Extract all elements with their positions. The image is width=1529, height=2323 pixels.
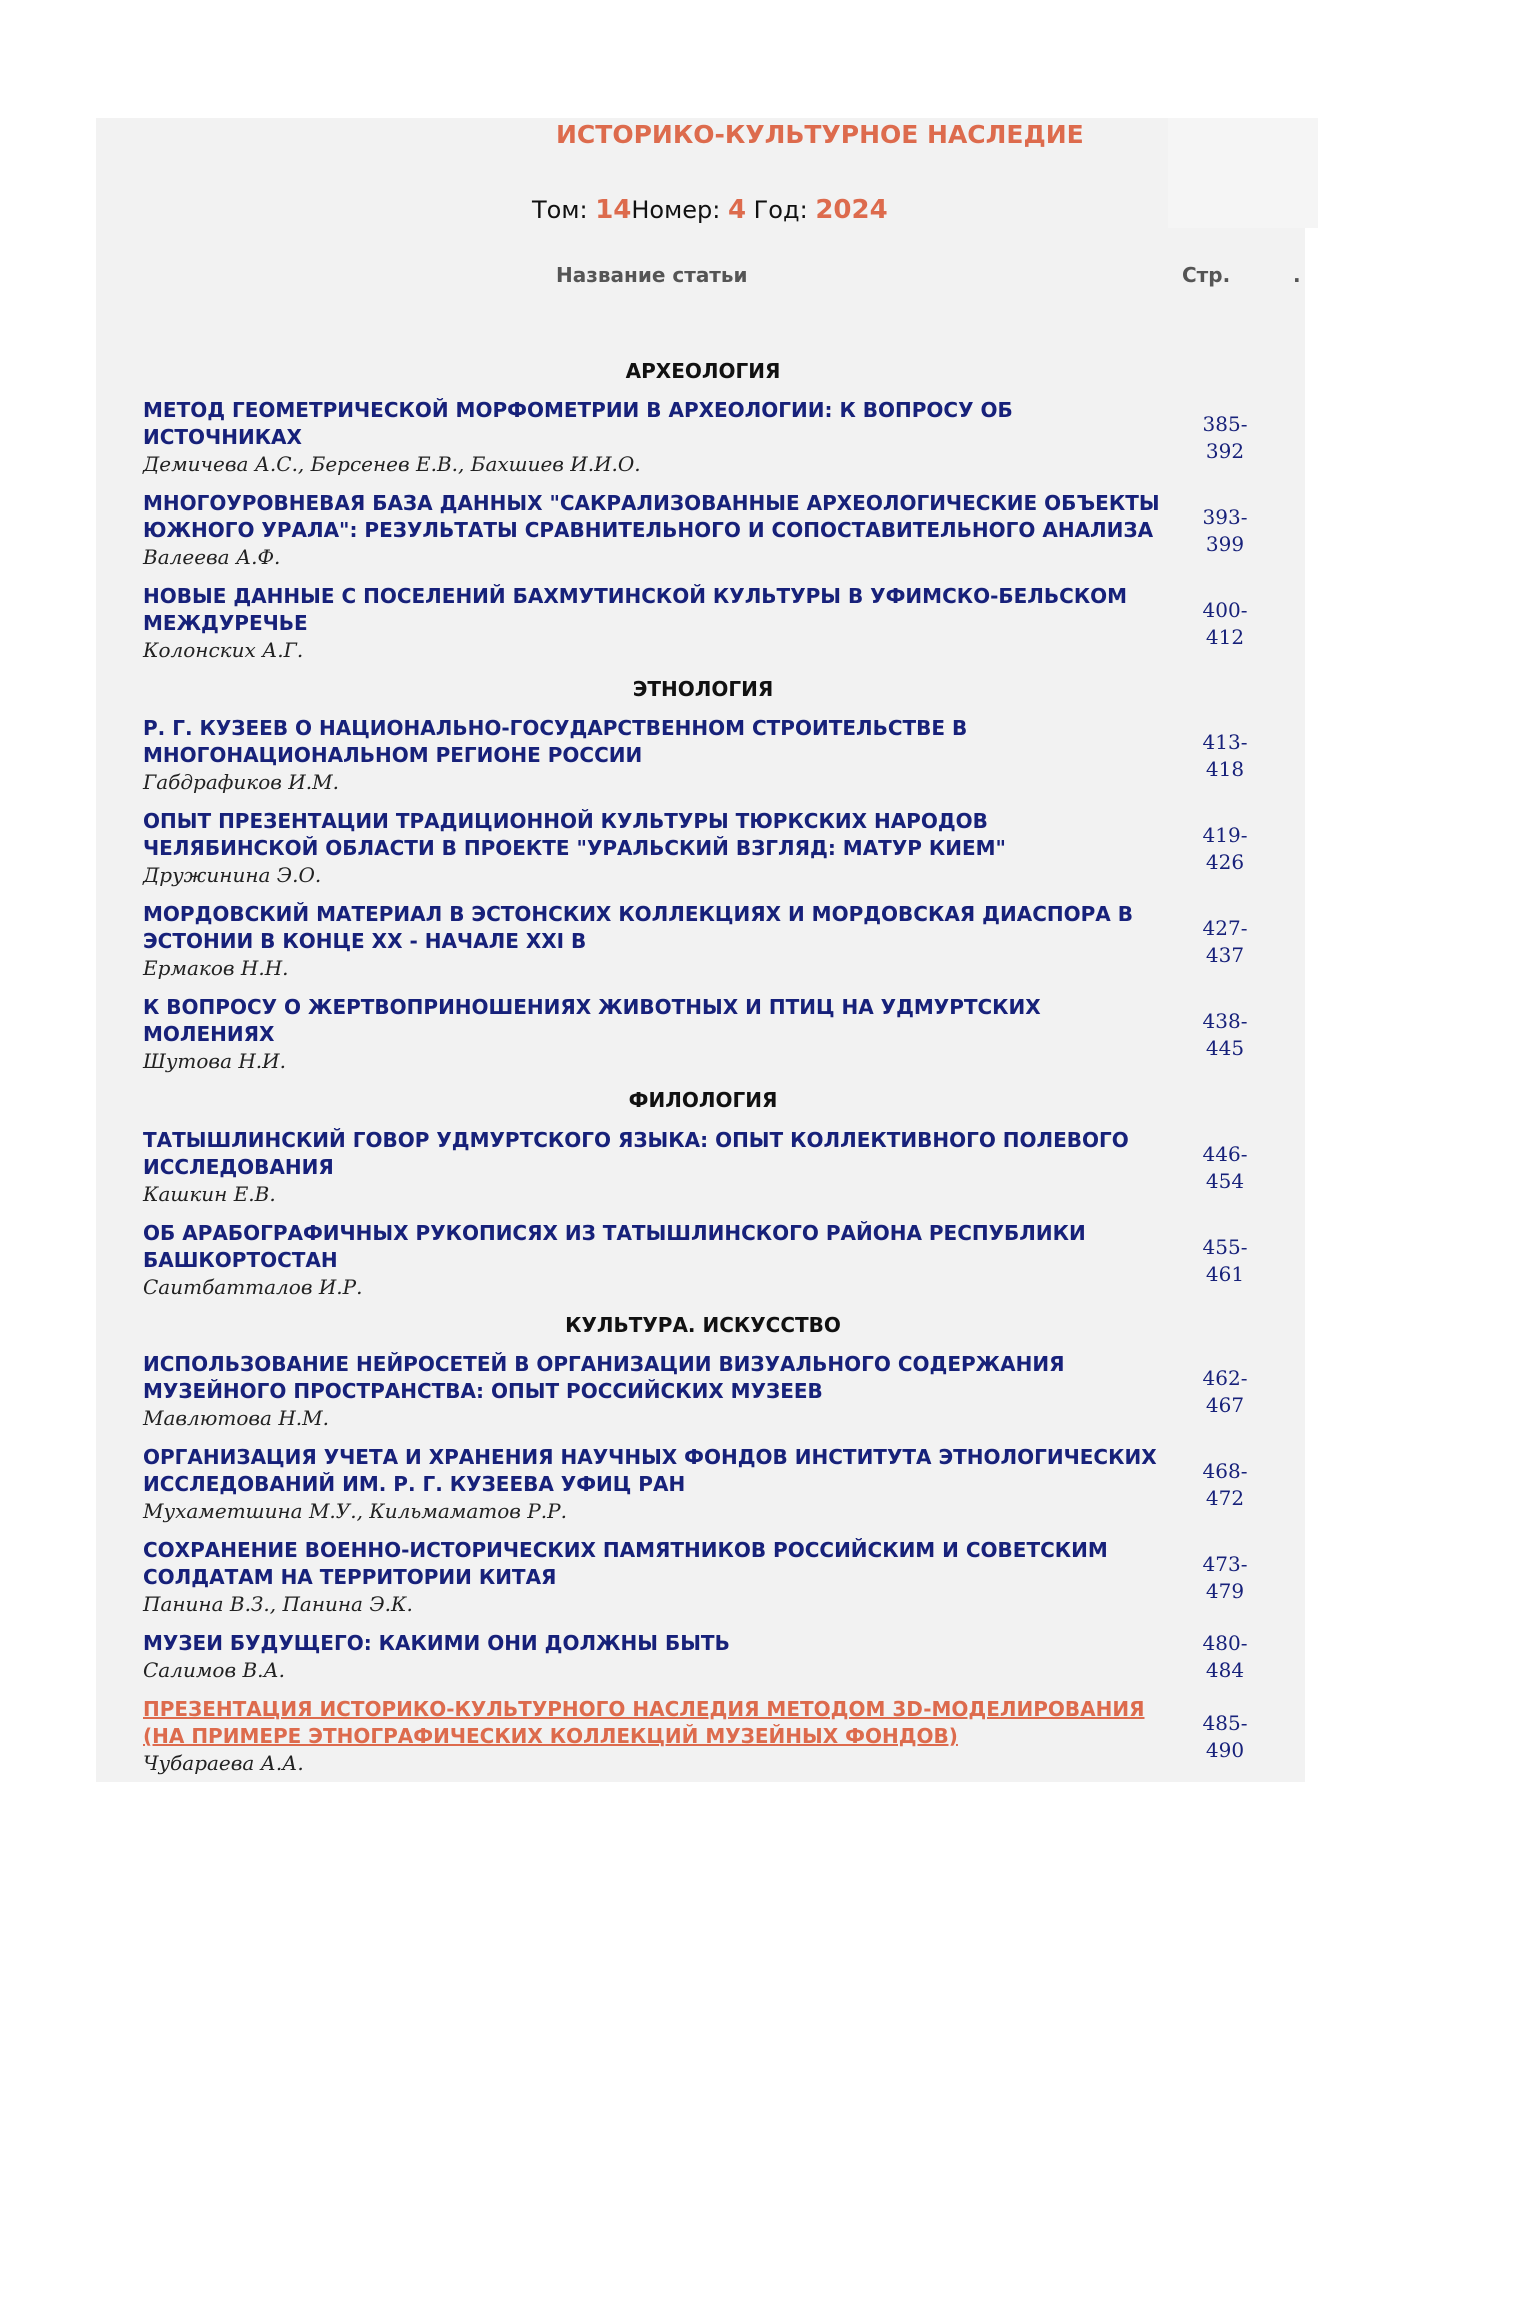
issue-year: 2024 <box>815 195 888 225</box>
article-title-link[interactable]: К ВОПРОСУ О ЖЕРТВОПРИНОШЕНИЯХ ЖИВОТНЫХ И ПТИЦ НА УДМУРТСКИХ МОЛЕНИЯХ <box>143 995 1041 1046</box>
article-authors: Панина В.З., Панина Э.К. <box>143 1592 413 1616</box>
article-authors: Колонских А.Г. <box>143 638 304 662</box>
article-pages: 438- 445 <box>1202 1009 1248 1060</box>
article-title-link[interactable]: ИСПОЛЬЗОВАНИЕ НЕЙРОСЕТЕЙ В ОРГАНИЗАЦИИ ВИЗУАЛЬНОГО СОДЕРЖАНИЯ МУЗЕЙНОГО ПРОСТРАНСТВА: ОПЫТ РОССИЙСКИХ МУЗЕЕВ <box>143 1352 1065 1403</box>
section-heading: КУЛЬТУРА. ИСКУССТВО <box>565 1313 841 1337</box>
article-authors: Валеева А.Ф. <box>143 545 281 569</box>
article-pages: 462- 467 <box>1202 1366 1248 1417</box>
year-label: Год: <box>753 196 808 224</box>
column-header-extra: . <box>1293 263 1301 287</box>
article-title-link[interactable]: МНОГОУРОВНЕВАЯ БАЗА ДАННЫХ "САКРАЛИЗОВАННЫЕ АРХЕОЛОГИЧЕСКИЕ ОБЪЕКТЫ ЮЖНОГО УРАЛА": РЕЗУЛЬТАТЫ СРАВНИТЕЛЬНОГО И СОПОСТАВИТЕЛЬНОГО АНАЛИЗА <box>143 491 1160 542</box>
article-authors: Шутова Н.И. <box>143 1049 286 1073</box>
article-row[interactable] <box>143 397 1273 487</box>
journal-title: ИСТОРИКО-КУЛЬТУРНОЕ НАСЛЕДИЕ <box>556 120 1084 149</box>
article-pages: 393- 399 <box>1202 505 1248 556</box>
article-row[interactable] <box>143 490 1273 580</box>
article-row[interactable] <box>143 715 1273 805</box>
article-row[interactable] <box>143 1444 1273 1534</box>
article-authors: Габдрафиков И.М. <box>143 770 339 794</box>
article-pages: 400- 412 <box>1202 598 1248 649</box>
article-authors: Дружинина Э.О. <box>143 863 322 887</box>
article-title-link[interactable]: Р. Г. КУЗЕЕВ О НАЦИОНАЛЬНО-ГОСУДАРСТВЕННОМ СТРОИТЕЛЬСТВЕ В МНОГОНАЦИОНАЛЬНОМ РЕГИОНЕ РОССИИ <box>143 716 968 767</box>
article-row[interactable] <box>143 1220 1273 1310</box>
article-title-link[interactable]: НОВЫЕ ДАННЫЕ С ПОСЕЛЕНИЙ БАХМУТИНСКОЙ КУЛЬТУРЫ В УФИМСКО-БЕЛЬСКОМ МЕЖДУРЕЧЬЕ <box>143 584 1128 635</box>
column-header-pages: Стр. <box>1182 263 1231 287</box>
article-pages: 413- 418 <box>1202 730 1248 781</box>
article-pages: 455- 461 <box>1202 1235 1248 1286</box>
article-authors: Салимов В.А. <box>143 1658 286 1682</box>
article-title-link[interactable]: МУЗЕИ БУДУЩЕГО: КАКИМИ ОНИ ДОЛЖНЫ БЫТЬ <box>143 1631 730 1655</box>
section-heading: ЭТНОЛОГИЯ <box>632 677 774 701</box>
column-header-title: Название статьи <box>556 263 748 287</box>
article-row-active[interactable] <box>143 1696 1273 1786</box>
issue-line <box>532 195 888 225</box>
article-row[interactable] <box>143 808 1273 898</box>
article-title-link[interactable]: ОРГАНИЗАЦИЯ УЧЕТА И ХРАНЕНИЯ НАУЧНЫХ ФОНДОВ ИНСТИТУТА ЭТНОЛОГИЧЕСКИХ ИССЛЕДОВАНИЙ ИМ. Р. Г. КУЗЕЕВА УФИЦ РАН <box>143 1445 1157 1496</box>
article-authors: Чубараева А.А. <box>143 1751 304 1775</box>
article-pages: 427- 437 <box>1202 916 1248 967</box>
article-title-link-active[interactable]: ПРЕЗЕНТАЦИЯ ИСТОРИКО-КУЛЬТУРНОГО НАСЛЕДИЯ МЕТОДОМ 3D-МОДЕЛИРОВАНИЯ (НА ПРИМЕРЕ ЭТНОГРАФИЧЕСКИХ КОЛЛЕКЦИЙ МУЗЕЙНЫХ ФОНДОВ) <box>143 1697 1145 1748</box>
article-title-link[interactable]: МЕТОД ГЕОМЕТРИЧЕСКОЙ МОРФОМЕТРИИ В АРХЕОЛОГИИ: К ВОПРОСУ ОБ ИСТОЧНИКАХ <box>143 398 1013 449</box>
article-pages: 419- 426 <box>1202 823 1248 874</box>
article-pages: 468- 472 <box>1202 1459 1248 1510</box>
article-pages: 485- 490 <box>1202 1711 1248 1762</box>
article-title-link[interactable]: ТАТЫШЛИНСКИЙ ГОВОР УДМУРТСКОГО ЯЗЫКА: ОПЫТ КОЛЛЕКТИВНОГО ПОЛЕВОГО ИССЛЕДОВАНИЯ <box>143 1128 1129 1179</box>
article-authors: Кашкин Е.В. <box>143 1182 276 1206</box>
article-title-link[interactable]: ОПЫТ ПРЕЗЕНТАЦИИ ТРАДИЦИОННОЙ КУЛЬТУРЫ ТЮРКСКИХ НАРОДОВ ЧЕЛЯБИНСКОЙ ОБЛАСТИ В ПРОЕКТЕ "УРАЛЬСКИЙ ВЗГЛЯД: МАТУР КИЕМ" <box>143 809 1006 860</box>
article-authors: Мавлютова Н.М. <box>143 1406 329 1430</box>
article-row[interactable] <box>143 1630 1273 1690</box>
article-row[interactable] <box>143 1351 1273 1441</box>
article-title-link[interactable]: МОРДОВСКИЙ МАТЕРИАЛ В ЭСТОНСКИХ КОЛЛЕКЦИЯХ И МОРДОВСКАЯ ДИАСПОРА В ЭСТОНИИ В КОНЦЕ XX - НАЧАЛЕ XXI В <box>143 902 1133 953</box>
article-row[interactable] <box>143 1127 1273 1217</box>
article-row[interactable] <box>143 994 1273 1084</box>
article-row[interactable] <box>143 583 1273 673</box>
article-pages: 385- 392 <box>1202 412 1248 463</box>
article-row[interactable] <box>143 901 1273 991</box>
article-title-link[interactable]: СОХРАНЕНИЕ ВОЕННО-ИСТОРИЧЕСКИХ ПАМЯТНИКОВ РОССИЙСКИМ И СОВЕТСКИМ СОЛДАТАМ НА ТЕРРИТОРИИ КИТАЯ <box>143 1538 1108 1589</box>
volume-number: 14 <box>595 195 632 225</box>
article-pages: 480- 484 <box>1202 1631 1248 1682</box>
number-label: Номер: <box>631 196 721 224</box>
section-heading: ФИЛОЛОГИЯ <box>628 1088 778 1112</box>
article-pages: 446- 454 <box>1202 1142 1248 1193</box>
article-pages: 473- 479 <box>1202 1552 1248 1603</box>
issue-number: 4 <box>727 195 747 225</box>
article-authors: Мухаметшина М.У., Кильмаматов Р.Р. <box>143 1499 567 1523</box>
article-authors: Саитбатталов И.Р. <box>143 1275 363 1299</box>
panel-corner <box>1168 118 1318 228</box>
article-row[interactable] <box>143 1537 1273 1627</box>
article-authors: Ермаков Н.Н. <box>143 956 289 980</box>
section-heading: АРХЕОЛОГИЯ <box>625 359 781 383</box>
article-title-link[interactable]: ОБ АРАБОГРАФИЧНЫХ РУКОПИСЯХ ИЗ ТАТЫШЛИНСКОГО РАЙОНА РЕСПУБЛИКИ БАШКОРТОСТАН <box>143 1221 1086 1272</box>
volume-label: Том: <box>532 196 588 224</box>
article-authors: Демичева А.С., Берсенев Е.В., Бахшиев И.И.О. <box>143 452 641 476</box>
